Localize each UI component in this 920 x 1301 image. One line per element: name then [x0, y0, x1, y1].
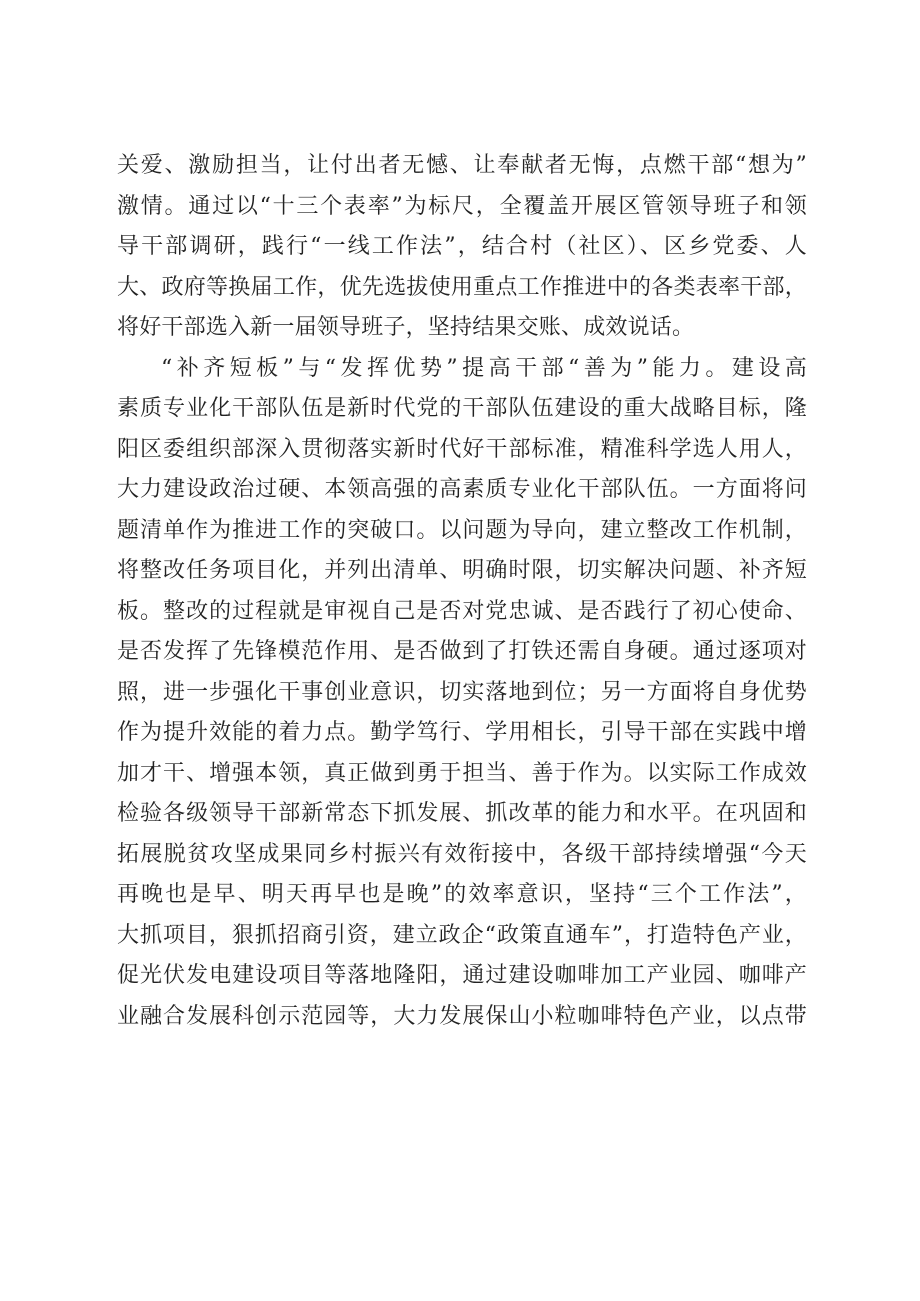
text-line: 关爱、激励担当，让付出者无憾、让奉献者无悔，点燃干部“想为”: [117, 153, 807, 178]
text-line: 是否发挥了先锋模范作用、是否做到了打铁还需自身硬。通过逐项对: [117, 639, 807, 664]
text-line: 检验各级领导干部新常态下抓发展、抓改革的能力和水平。在巩固和: [117, 801, 807, 826]
text-line: 大力建设政治过硬、本领高强的高素质专业化干部队伍。一方面将问: [117, 477, 807, 502]
text-line: 板。整改的过程就是审视自己是否对党忠诚、是否践行了初心使命、: [117, 598, 807, 624]
text-line: 再晚也是早、明天再早也是晚”的效率意识，坚持“三个工作法”，: [117, 882, 807, 907]
text-line: 业融合发展科创示范园等，大力发展保山小粒咖啡特色产业，以点带: [117, 1003, 807, 1029]
text-line: 加才干、增强本领，真正做到勇于担当、善于作为。以实际工作成效: [117, 760, 807, 786]
text-line: 将好干部选入新一届领导班子，坚持结果交账、成效说话。: [117, 315, 695, 340]
text-line: 阳区委组织部深入贯彻落实新时代好干部标准，精准科学选人用人，: [117, 436, 807, 462]
text-line: 题清单作为推进工作的突破口。以问题为导向，建立整改工作机制，: [117, 517, 807, 543]
text-line: 照，进一步强化干事创业意识，切实落地到位；另一方面将自身优势: [117, 679, 807, 705]
text-line: 导干部调研，践行“一线工作法”，结合村（社区）、区乡党委、人: [117, 234, 807, 259]
text-line: 素质专业化干部队伍是新时代党的干部队伍建设的重大战略目标，隆: [117, 396, 807, 421]
text-line: 作为提升效能的着力点。勤学笃行、学用相长，引导干部在实践中增: [117, 720, 807, 745]
text-line: 将整改任务项目化，并列出清单、明确时限，切实解决问题、补齐短: [117, 558, 807, 583]
text-line: 大、政府等换届工作，优先选拔使用重点工作推进中的各类表率干部，: [117, 274, 807, 300]
text-line: 拓展脱贫攻坚成果同乡村振兴有效衔接中，各级干部持续增强“今天: [117, 841, 807, 867]
text-line: 大抓项目，狠抓招商引资，建立政企“政策直通车”，打造特色产业，: [117, 922, 807, 948]
text-line: 激情。通过以“十三个表率”为标尺，全覆盖开展区管领导班子和领: [117, 193, 807, 219]
body-text: [117, 146, 807, 1037]
text-line: 促光伏发电建设项目等落地隆阳，通过建设咖啡加工产业园、咖啡产: [117, 963, 807, 988]
paragraph-heading-line: “补齐短板”与“发挥优势”提高干部“善为”能力。建设高: [161, 355, 807, 381]
